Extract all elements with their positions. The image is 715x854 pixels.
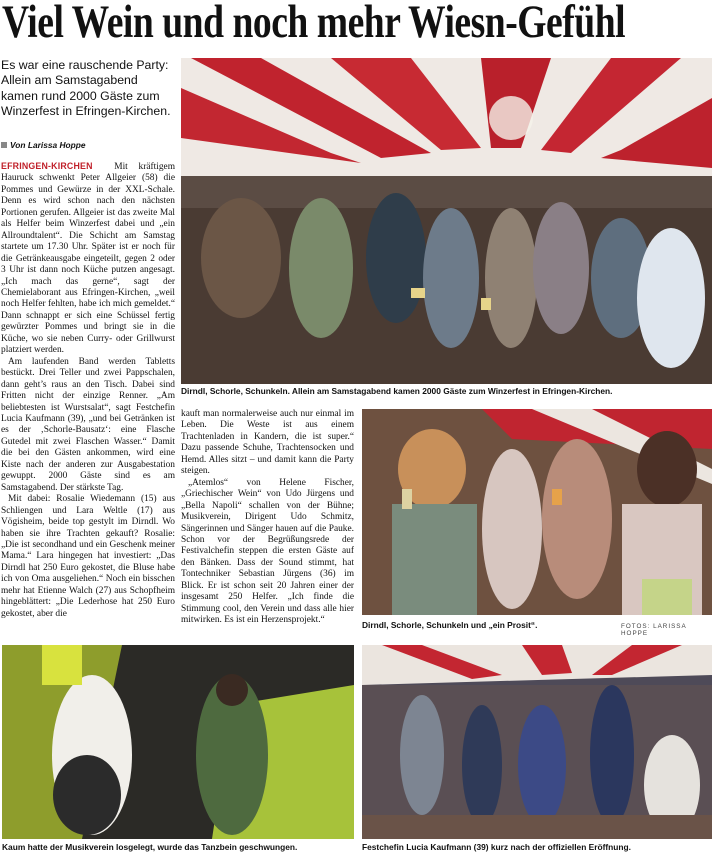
paragraph: Mit dabei: Rosalie Wiedemann (15) aus Schliengen und Lara Weltle (17) aus Vögisheim, beide top gestylt im Dirndl. Wo haben sie ihre Trachten gekauft? Rosalie: „Die ist secondhand und ein Geschenk meiner Mama.“ Lara hingegen hat investiert: „Das Dirndl hat 250 Euro gekostet, die Bluse habe ich von Oma ausgeliehen.“ Noch ein bisschen mehr hat Etienne Walch (27) aus Schopfheim hingeblättert: „Die Lederhose hat 250 Euro gekostet, aber die [1, 494, 175, 619]
photo-festchefin [362, 645, 712, 839]
headline: Viel Wein und noch mehr Wiesn-Gefühl [2, 0, 626, 48]
article-column-1 [1, 161, 175, 620]
byline-square-icon [1, 142, 7, 148]
photo-credit: FOTOS: LARISSA HOPPE [621, 623, 687, 637]
caption-prosit: Dirndl, Schorle, Schunkeln und „ein Prosit“. [362, 620, 538, 630]
photo-dance [2, 645, 354, 839]
paragraph: Am laufenden Band werden Tabletts bestückt. Drei Teller und zwei Pappschalen, dann geht’s raus an den Tisch. Dabei sind Fritten nicht der einzige Renner. „Am beliebtesten ist Wurstsalat“, sagt Festchefin Lucia Kaufmann (39), „und bei Getränken ist es der ‚Schorle-Bausatz‘: eine Flasche Gutedel mit zwei Flaschen Wasser.“ Damit die bei den Gästen ankommen, wird eine Kiste nach der anderen zur Ausgabestation gewuppt. 2000 Gäste sind es am Samstagabend. Der stärkste Tag. [1, 356, 175, 493]
paragraph [1, 161, 175, 357]
caption-festchefin: Festchefin Lucia Kaufmann (39) kurz nach der offiziellen Eröffnung. [362, 842, 631, 852]
paragraph: kauft man normalerweise auch nur einmal im Leben. Die Weste ist aus einem Trachtenladen in Kandern, die ist super.“ Dazu passende Schuhe, Trachtensocken und Hemd. Alles sitzt – und damit kann die Party steigen. [181, 409, 354, 477]
article-column-2 [181, 409, 354, 627]
caption-dance: Kaum hatte der Musikverein losgelegt, wurde das Tanzbein geschwungen. [2, 842, 298, 852]
paragraph-text: Mit kräftigem Hauruck schwenkt Peter Allgeier (58) die Pommes und Gewürze in der XXL-Schale. Denn es wird schon nach den nächsten Portionen gerufen. Allgeier ist das zweite Mal als Helfer beim Winzerfest dabei und „ein Allroundtalent“. Die Schicht am Samstag startete um 17.30 Uhr. Später ist er noch für die Getränkeausgabe eingeteilt, gegen 2 oder 3 Uhr ist dann noch Küche putzen angesagt. „Ich mach das gerne“, sagt der Chemielaborant aus Efringen-Kirchen, „weil noch Helfer fehlten, habe ich mich gemeldet.“ Dann schnappt er sich eine Schüssel fertig gewürzter Pommes und bringt sie in die Küche, wo sie neben Curry- oder Grillwurst platziert werden. [1, 162, 175, 356]
paragraph: „Atemlos“ von Helene Fischer, „Griechischer Wein“ von Udo Jürgens und „Bella Napoli“ schallen von der Bühne; Musikverein, Dirigent Udo Schmitz, Sängerinnen und Sänger hauen auf die Pauke. Schon vor der Begrüßungsrede der Festivalchefin steppen die ersten Gäste auf den Bänken. Dass der Sound stimmt, hat Tontechniker Sebastian Jürgens (36) im Blick. Er ist schon seit 20 Jahren einer der insgesamt 250 Helfer. „Ich finde die Stimmung cool, den Verein und dass alle hier mitwirken. Es ist ein Herzensprojekt.“ [181, 477, 354, 626]
photo-prosit [362, 409, 712, 615]
intro-text: Es war eine rauschende Party: Allein am Samstagabend kamen rund 2000 Gäste zum Winzerfest in Efringen-Kirchen. [1, 58, 171, 118]
dateline: EFRINGEN-KIRCHEN [1, 161, 93, 171]
caption-main: Dirndl, Schorle, Schunkeln. Allein am Samstagabend kamen 2000 Gäste zum Winzerfest in Efringen-Kirchen. [181, 386, 613, 396]
byline [1, 140, 175, 150]
byline-text: Von Larissa Hoppe [10, 140, 86, 150]
photo-tent-crowd [181, 58, 712, 384]
